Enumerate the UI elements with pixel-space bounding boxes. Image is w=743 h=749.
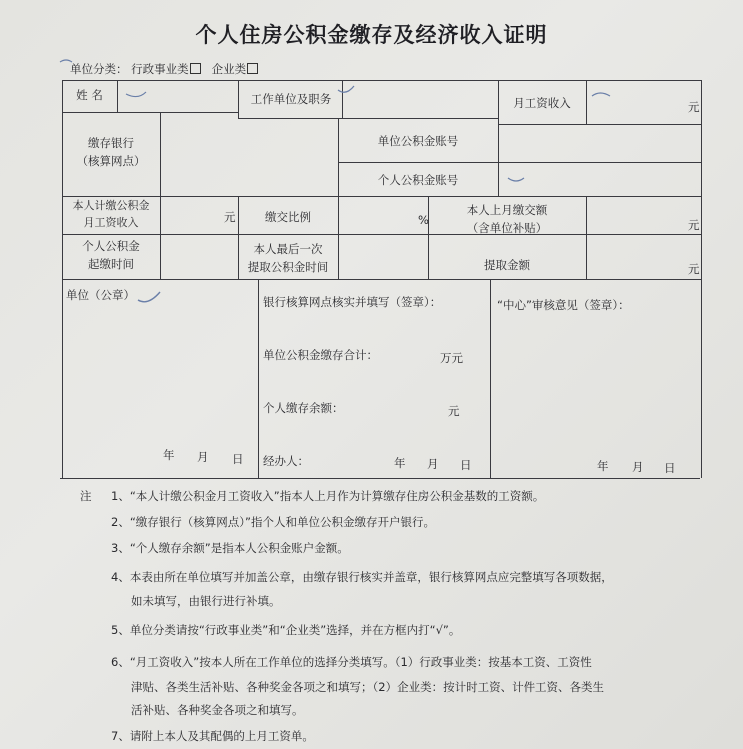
monthly-income-label: 月工资收入 bbox=[513, 96, 571, 110]
note-7: 7、请附上本人及其配偶的上月工资单。 bbox=[111, 729, 314, 743]
option-admin-label: 行政事业类 bbox=[131, 62, 189, 76]
pen-stroke bbox=[592, 93, 610, 96]
date-day: 日 bbox=[664, 461, 676, 475]
note-5: 5、单位分类请按“行政事业类”和“企业类”选择，并在方框内打“√”。 bbox=[111, 623, 461, 637]
pen-stroke bbox=[60, 60, 72, 62]
base-income-line2: 月工资收入 bbox=[83, 216, 139, 229]
withdraw-amount-label: 提取金额 bbox=[484, 258, 530, 272]
unit-yuan: 元 bbox=[688, 262, 700, 276]
unit-category-label: 单位分类： bbox=[70, 62, 128, 76]
unit-seal-label: 单位（公章） bbox=[66, 288, 135, 302]
bank-label-line1: 缴存银行 bbox=[88, 136, 134, 150]
start-time-line1: 个人公积金 bbox=[82, 239, 140, 253]
date-day: 日 bbox=[460, 458, 472, 472]
date-month: 月 bbox=[427, 457, 439, 471]
date-year: 年 bbox=[163, 448, 175, 462]
note-4a: 4、本表由所在单位填写并加盖公章，由缴存银行核实并盖章，银行核算网点应完整填写各项数据， bbox=[111, 570, 613, 584]
date-month: 月 bbox=[197, 450, 209, 464]
unit-account-label: 单位公积金账号 bbox=[377, 134, 459, 148]
handler-label: 经办人： bbox=[263, 454, 309, 468]
last-pay-line2: （含单位补贴） bbox=[466, 221, 548, 235]
bank-verify-label: 银行核算网点核实并填写（签章）： bbox=[263, 295, 442, 309]
unit-yuan: 元 bbox=[448, 404, 460, 418]
unit-wanyuan: 万元 bbox=[440, 351, 463, 365]
start-time-line2: 起缴时间 bbox=[88, 257, 134, 271]
note-4b: 如未填写，由银行进行补填。 bbox=[131, 594, 281, 608]
form-title: 个人住房公积金缴存及经济收入证明 bbox=[195, 23, 548, 47]
last-withdraw-line2: 提取公积金时间 bbox=[247, 260, 329, 274]
note-3: 3、“个人缴存余额”是指本人公积金账户金额。 bbox=[111, 541, 349, 555]
balance-label: 个人缴存余额： bbox=[263, 401, 344, 415]
pen-stroke bbox=[338, 86, 354, 92]
date-year: 年 bbox=[597, 459, 609, 473]
pen-stroke bbox=[138, 292, 160, 302]
unit-yuan: 元 bbox=[688, 100, 700, 114]
date-day: 日 bbox=[232, 452, 244, 466]
personal-account-label: 个人公积金账号 bbox=[377, 173, 459, 187]
option-enterprise-label: 企业类 bbox=[211, 62, 247, 76]
unit-total-label: 单位公积金缴存合计： bbox=[263, 348, 378, 362]
last-pay-line1: 本人上月缴交额 bbox=[466, 203, 548, 217]
unit-yuan: 元 bbox=[224, 210, 236, 224]
work-unit-label: 工作单位及职务 bbox=[250, 92, 332, 106]
name-label: 姓 名 bbox=[76, 88, 103, 102]
note-6b: 津贴、各类生活补贴、各种奖金各项之和填写；（2）企业类：按计时工资、计件工资、各类生 bbox=[131, 680, 605, 694]
note-6a: 6、“月工资收入”按本人所在工作单位的选择分类填写。（1）行政事业类：按基本工资、工资性 bbox=[111, 655, 592, 669]
last-withdraw-line1: 本人最后一次 bbox=[253, 242, 323, 256]
note-1: 1、“本人计缴公积金月工资收入”指本人上月作为计算缴存住房公积金基数的工资额。 bbox=[111, 489, 545, 503]
notes-label: 注 bbox=[80, 489, 92, 503]
rate-label: 缴交比例 bbox=[265, 210, 311, 224]
note-2: 2、“缴存银行（核算网点）”指个人和单位公积金缴存开户银行。 bbox=[111, 515, 435, 529]
center-opinion-label: “中心”审核意见（签章）： bbox=[497, 298, 630, 312]
date-year: 年 bbox=[394, 456, 406, 470]
unit-percent: % bbox=[418, 213, 429, 227]
pen-stroke bbox=[126, 92, 146, 97]
bank-label-line2: （核算网点） bbox=[76, 154, 146, 168]
base-income-line1: 本人计缴公积金 bbox=[72, 199, 150, 212]
unit-yuan: 元 bbox=[688, 218, 700, 232]
note-6c: 活补贴、各种奖金各项之和填写。 bbox=[131, 703, 304, 717]
date-month: 月 bbox=[632, 460, 644, 474]
pen-stroke bbox=[508, 178, 524, 181]
